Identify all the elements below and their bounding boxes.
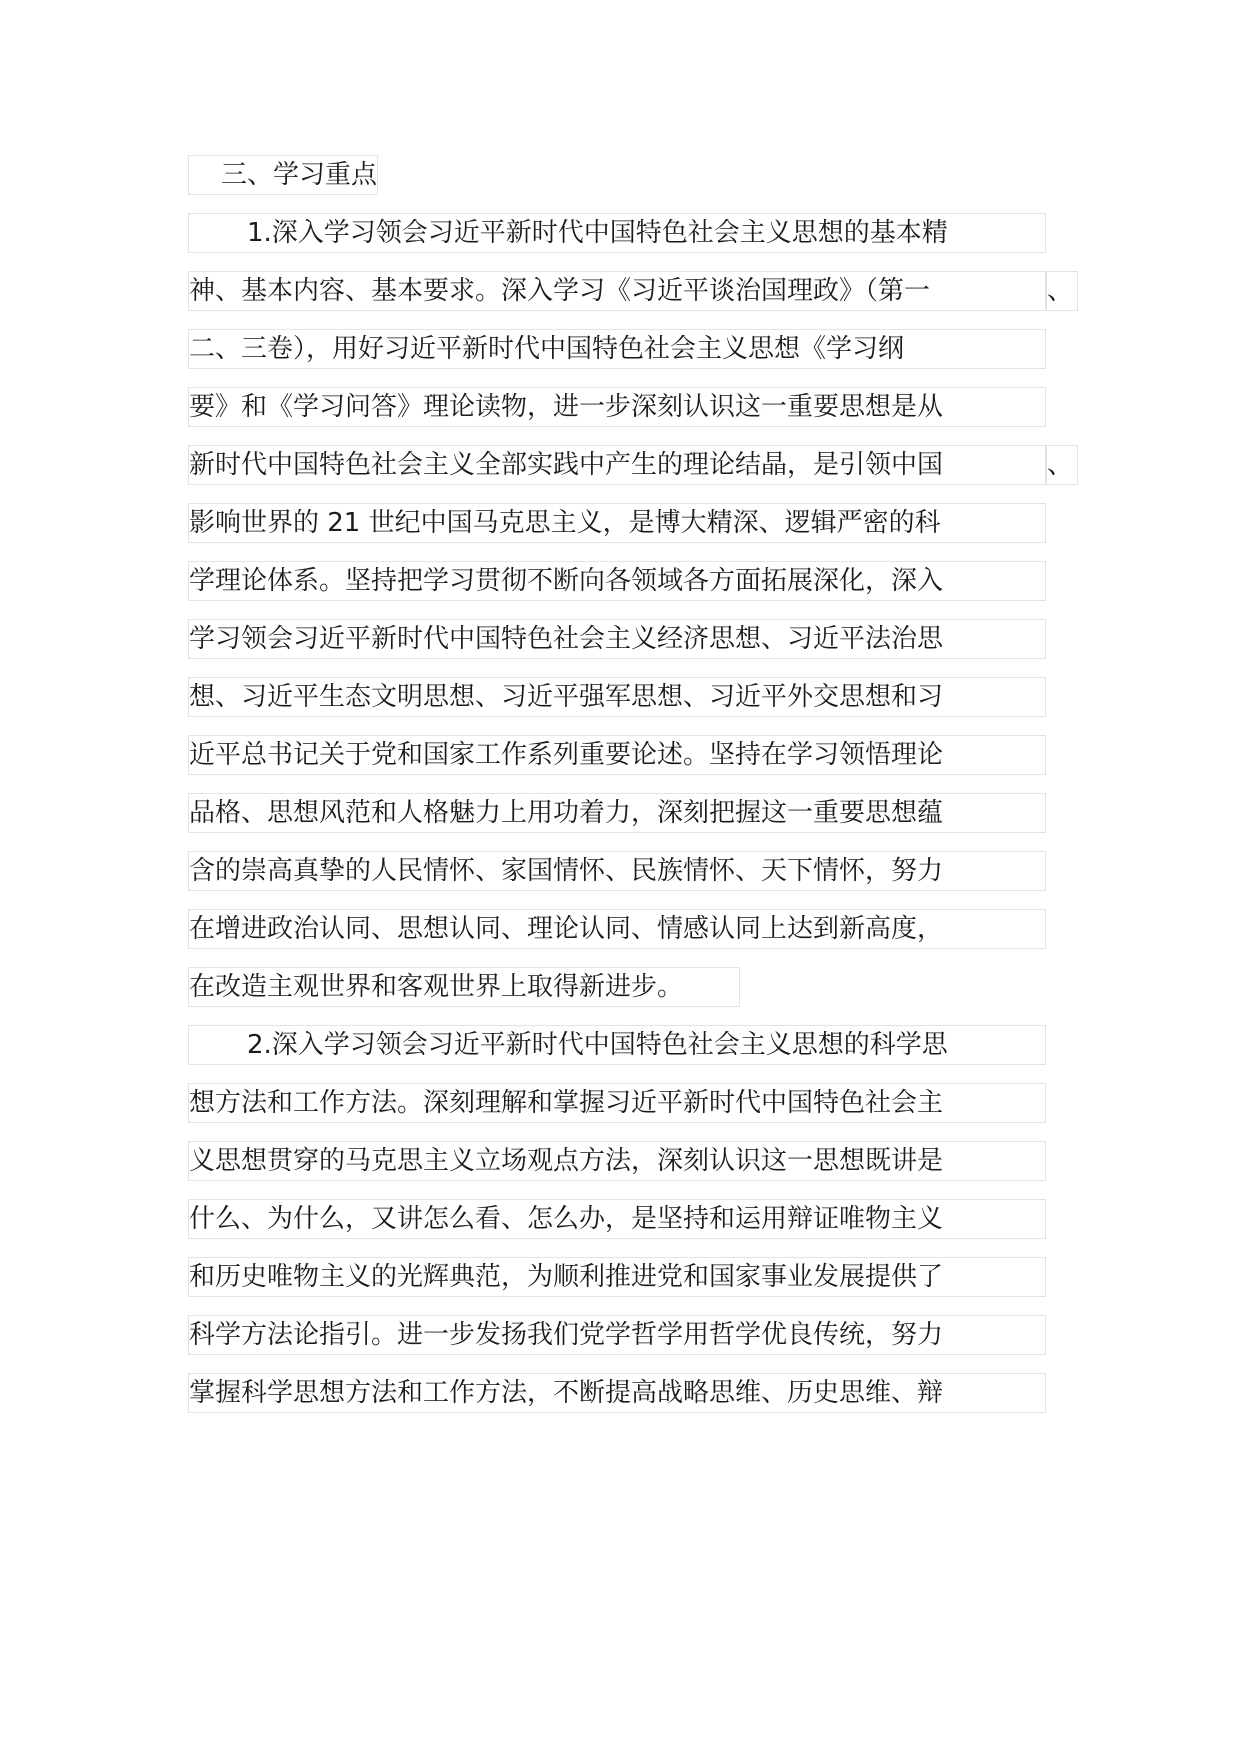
paragraph-1-line-14: 在改造主观世界和客观世界上取得新进步。 — [188, 967, 740, 1007]
paragraph-1-line-10: 近平总书记关于党和国家工作系列重要论述。坚持在学习领悟理论 — [188, 735, 1046, 775]
paragraph-1-line-7: 学理论体系。坚持把学习贯彻不断向各领域各方面拓展深化，深入 — [188, 561, 1046, 601]
paragraph-1-line-12: 含的崇高真挚的人民情怀、家国情怀、民族情怀、天下情怀，努力 — [188, 851, 1046, 891]
paragraph-2-line-2: 想方法和工作方法。深刻理解和掌握习近平新时代中国特色社会主 — [188, 1083, 1046, 1123]
paragraph-2-line-4: 什么、为什么，又讲怎么看、怎么办，是坚持和运用辩证唯物主义 — [188, 1199, 1046, 1239]
paragraph-1-line-9: 想、习近平生态文明思想、习近平强军思想、习近平外交思想和习 — [188, 677, 1046, 717]
paragraph-1-line-8: 学习领会习近平新时代中国特色社会主义经济思想、习近平法治思 — [188, 619, 1046, 659]
paragraph-1-line-1: 1.深入学习领会习近平新时代中国特色社会主义思想的基本精 — [188, 213, 1046, 253]
overflow-punctuation: 、 — [1046, 271, 1078, 311]
section-heading: 三、学习重点 — [188, 155, 378, 195]
paragraph-1-line-5: 新时代中国特色社会主义全部实践中产生的理论结晶，是引领中国 — [188, 445, 1046, 485]
paragraph-1-line-4: 要》和《学习问答》理论读物，进一步深刻认识这一重要思想是从 — [188, 387, 1046, 427]
paragraph-2-line-7: 掌握科学思想方法和工作方法，不断提高战略思维、历史思维、辩 — [188, 1373, 1046, 1413]
paragraph-1-line-3: 二、三卷），用好习近平新时代中国特色社会主义思想《学习纲 — [188, 329, 1046, 369]
paragraph-2-line-3: 义思想贯穿的马克思主义立场观点方法，深刻认识这一思想既讲是 — [188, 1141, 1046, 1181]
paragraph-2-line-5: 和历史唯物主义的光辉典范，为顺利推进党和国家事业发展提供了 — [188, 1257, 1046, 1297]
paragraph-1-line-11: 品格、思想风范和人格魅力上用功着力，深刻把握这一重要思想蕴 — [188, 793, 1046, 833]
paragraph-1-line-2: 神、基本内容、基本要求。深入学习《习近平谈治国理政》（第一 — [188, 271, 1046, 311]
paragraph-2-line-1: 2.深入学习领会习近平新时代中国特色社会主义思想的科学思 — [188, 1025, 1046, 1065]
overflow-punctuation: 、 — [1046, 445, 1078, 485]
paragraph-2-line-6: 科学方法论指引。进一步发扬我们党学哲学用哲学优良传统，努力 — [188, 1315, 1046, 1355]
paragraph-1-line-6: 影响世界的 21 世纪中国马克思主义，是博大精深、逻辑严密的科 — [188, 503, 1046, 543]
paragraph-1-line-13: 在增进政治认同、思想认同、理论认同、情感认同上达到新高度， — [188, 909, 1046, 949]
